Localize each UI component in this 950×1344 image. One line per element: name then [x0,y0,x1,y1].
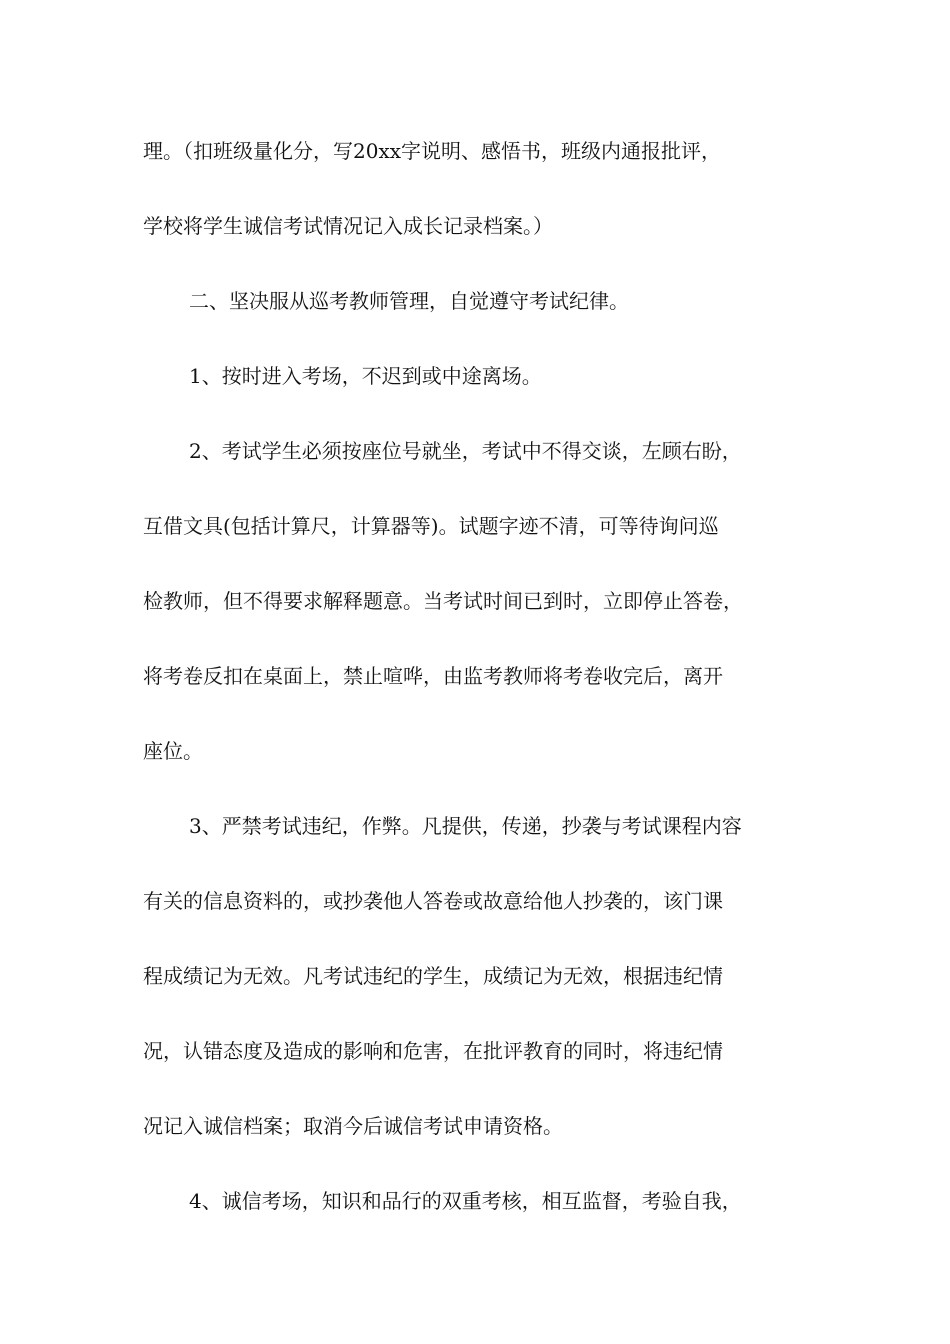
item-1-line-1: 1、按时进入考场，不迟到或中途离场。 [189,364,542,388]
item-3-line-5: 况记入诚信档案；取消今后诚信考试申请资格。 [143,1114,563,1138]
item-2-line-3: 检教师，但不得要求解释题意。当考试时间已到时，立即停止答卷， [143,589,743,613]
item-3-line-3: 程成绩记为无效。凡考试违纪的学生，成绩记为无效，根据违纪情 [143,964,723,988]
item-3-line-4: 况，认错态度及造成的影响和危害，在批评教育的同时，将违纪情 [143,1039,723,1063]
text-line-1: 理。（扣班级量化分，写20xx字说明、感悟书，班级内通报批评， [143,139,722,163]
item-2-line-5: 座位。 [143,739,203,763]
item-2-line-1: 2、考试学生必须按座位号就坐，考试中不得交谈，左顾右盼， [189,439,742,463]
document-body [143,133,833,1258]
item-2-line-4: 将考卷反扣在桌面上，禁止喧哗，由监考教师将考卷收完后，离开 [143,664,723,688]
section-heading-2: 二、坚决服从巡考教师管理，自觉遵守考试纪律。 [189,289,629,313]
item-3-line-1: 3、严禁考试违纪，作弊。凡提供，传递，抄袭与考试课程内容 [189,814,742,838]
item-3-line-2: 有关的信息资料的，或抄袭他人答卷或故意给他人抄袭的，该门课 [143,889,723,913]
item-4-line-1: 4、诚信考场，知识和品行的双重考核，相互监督，考验自我， [189,1189,742,1213]
text-line-2: 学校将学生诚信考试情况记入成长记录档案。） [143,214,553,238]
item-2-line-2: 互借文具(包括计算尺，计算器等)。试题字迹不清，可等待询问巡 [143,514,719,538]
